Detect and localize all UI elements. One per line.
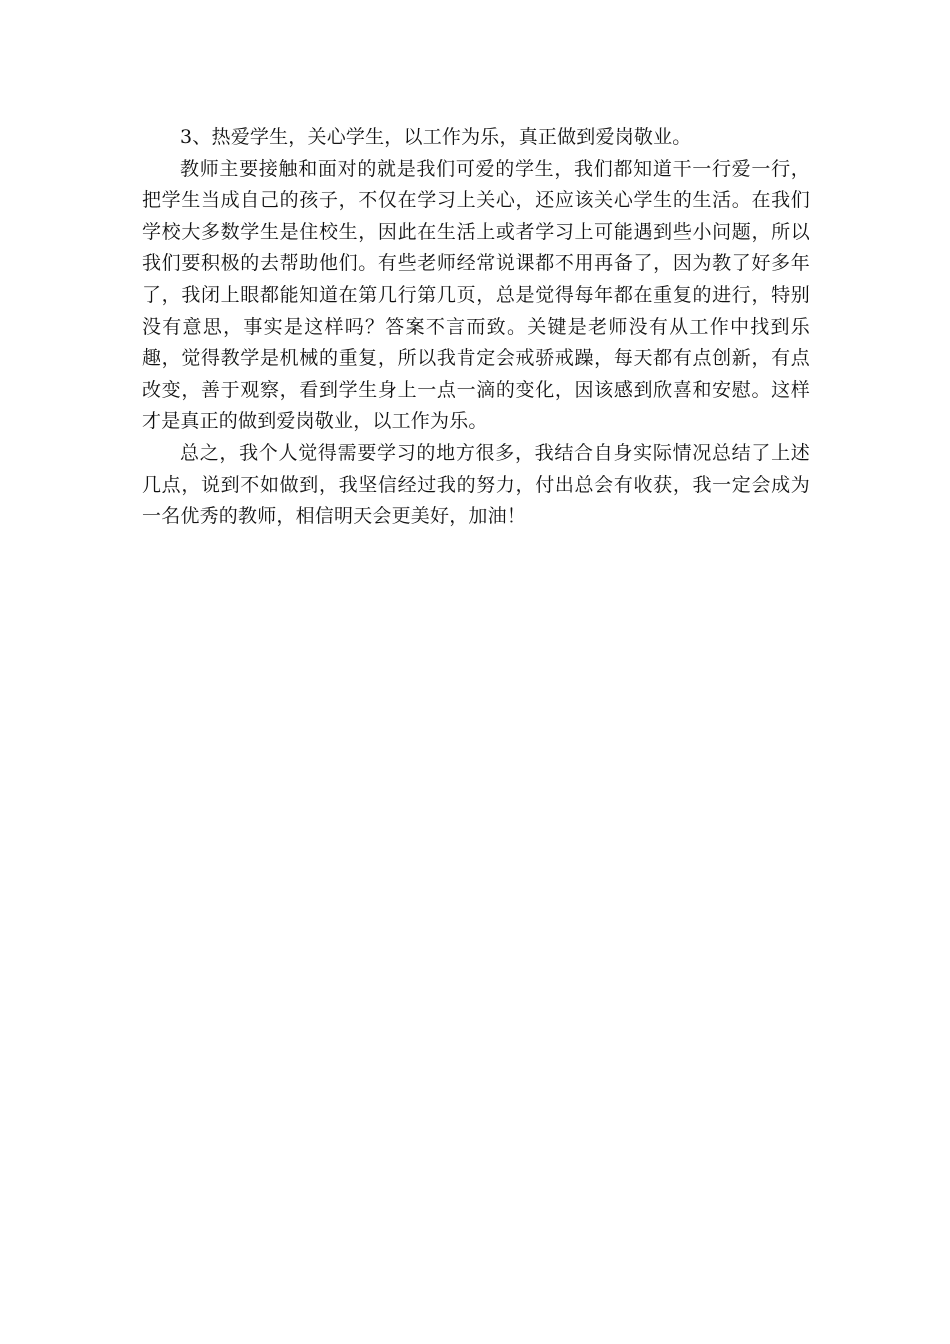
section-heading: 3、热爱学生，关心学生，以工作为乐，真正做到爱岗敬业。 — [180, 126, 692, 148]
document-body — [142, 122, 810, 533]
body-paragraph: 教师主要接触和面对的就是我们可爱的学生，我们都知道干一行爱一行，把学生当成自己的孩子，不仅在学习上关心，还应该关心学生的生活。在我们学校大多数学生是住校生，因此在生活上或者学习上可能遇到些小问题，所以我们要积极的去帮助他们。有些老师经常说课都不用再备了，因为教了好多年了，我闭上眼都能知道在第几行第几页，总是觉得每年都在重复的进行，特别没有意思，事实是这样吗？答案不言而致。关键是老师没有从工作中找到乐趣，觉得教学是机械的重复，所以我肯定会戒骄戒躁，每天都有点创新，有点改变，善于观察，看到学生身上一点一滴的变化，因该感到欣喜和安慰。这样才是真正的做到爱岗敬业，以工作为乐。 — [142, 157, 810, 433]
closing-paragraph: 总之，我个人觉得需要学习的地方很多，我结合自身实际情况总结了上述几点，说到不如做到，我坚信经过我的努力，付出总会有收获，我一定会成为一名优秀的教师，相信明天会更美好，加油！ — [142, 441, 810, 528]
